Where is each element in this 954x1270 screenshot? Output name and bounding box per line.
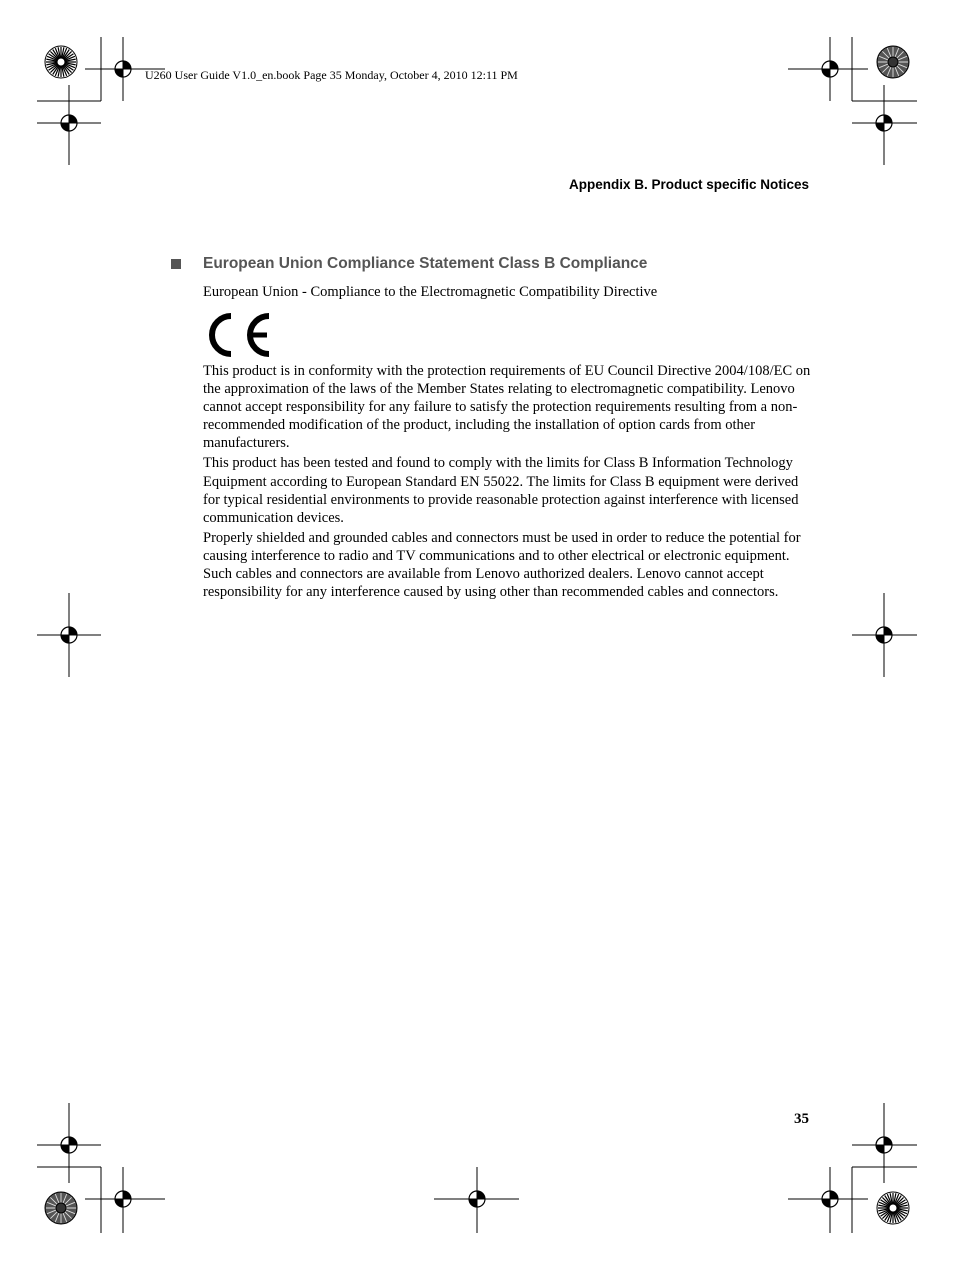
section-subtitle: European Union - Compliance to the Electromagnetic Compatibility Directive [203, 284, 658, 300]
paragraph: This product is in conformity with the protection requirements of EU Council Directive 2004/108/EC on the approximation of the laws of the Member States relating to electromagnetic compatibility. Lenovo cannot accept responsibility for any failure to satisfy the protection requirements resulting from a non-recommended modification of the product, including the installation of option cards from other manufacturers. [203, 363, 811, 452]
body-text [203, 362, 813, 603]
section-heading: European Union Compliance Statement Class B Compliance [203, 255, 648, 272]
paragraph: This product has been tested and found to comply with the limits for Class B Information Technology Equipment according to European Standard EN 55022. The limits for Class B equipment were derived for typical residential environments to provide reasonable protection against interference with licensed communication devices. [203, 455, 799, 526]
book-file-stamp: U260 User Guide V1.0_en.book Page 35 Monday, October 4, 2010 12:11 PM [145, 68, 518, 82]
page-number: 35 [794, 1111, 809, 1127]
running-header: Appendix B. Product specific Notices [568, 177, 809, 192]
square-bullet-icon [171, 259, 181, 269]
ce-mark-icon [203, 310, 273, 360]
paragraph: Properly shielded and grounded cables and connectors must be used in order to reduce the potential for causing interference to radio and TV communications and to other electrical or electronic equipment. Such cables and connectors are available from Lenovo authorized dealers. Lenovo cannot accept responsibility for any interference caused by using other than recommended cables and connectors. [203, 529, 801, 601]
